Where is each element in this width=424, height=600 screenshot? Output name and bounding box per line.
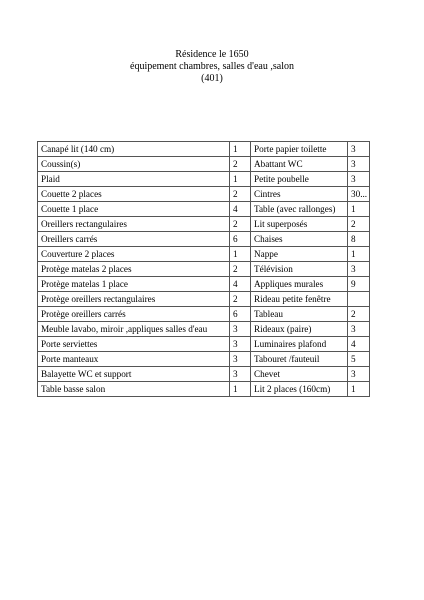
quantity-cell: 3 xyxy=(348,262,370,277)
item-name-cell: Petite poubelle xyxy=(251,172,348,187)
item-name-cell: Tabouret /fauteuil xyxy=(251,352,348,367)
item-name-cell: Appliques murales xyxy=(251,277,348,292)
item-name-cell: Oreillers carrés xyxy=(38,232,230,247)
item-name-cell: Porte manteaux xyxy=(38,352,230,367)
table-row xyxy=(38,232,370,247)
quantity-cell: 3 xyxy=(348,367,370,382)
quantity-cell: 1 xyxy=(348,247,370,262)
table-row xyxy=(38,172,370,187)
item-name-cell: Cintres xyxy=(251,187,348,202)
item-name-cell: Balayette WC et support xyxy=(38,367,230,382)
quantity-cell: 2 xyxy=(230,157,251,172)
table-row xyxy=(38,202,370,217)
table-row xyxy=(38,157,370,172)
table-row xyxy=(38,277,370,292)
item-name-cell: Canapé lit (140 cm) xyxy=(38,142,230,157)
item-name-cell: Lit 2 places (160cm) xyxy=(251,382,348,397)
quantity-cell: 6 xyxy=(230,232,251,247)
item-name-cell: Table basse salon xyxy=(38,382,230,397)
item-name-cell: Télévision xyxy=(251,262,348,277)
table-row xyxy=(38,142,370,157)
item-name-cell: Chevet xyxy=(251,367,348,382)
quantity-cell: 2 xyxy=(230,292,251,307)
page-header xyxy=(0,49,424,85)
quantity-cell: 2 xyxy=(230,187,251,202)
item-name-cell: Rideaux (paire) xyxy=(251,322,348,337)
quantity-cell: 3 xyxy=(230,322,251,337)
quantity-cell: 1 xyxy=(230,382,251,397)
residence-title: Résidence le 1650 xyxy=(175,49,249,60)
item-name-cell: Lit superposés xyxy=(251,217,348,232)
quantity-cell: 3 xyxy=(348,142,370,157)
item-name-cell: Coussin(s) xyxy=(38,157,230,172)
item-name-cell: Couette 2 places xyxy=(38,187,230,202)
item-name-cell: Meuble lavabo, miroir ,appliques salles d'eau xyxy=(38,322,230,337)
table-row xyxy=(38,217,370,232)
item-name-cell: Nappe xyxy=(251,247,348,262)
table-row xyxy=(38,352,370,367)
item-name-cell: Rideau petite fenêtre xyxy=(251,292,348,307)
item-name-cell: Couverture 2 places xyxy=(38,247,230,262)
item-name-cell: Oreillers rectangulaires xyxy=(38,217,230,232)
quantity-cell: 5 xyxy=(348,352,370,367)
item-name-cell: Couette 1 place xyxy=(38,202,230,217)
quantity-cell: 3 xyxy=(230,367,251,382)
table-row xyxy=(38,247,370,262)
quantity-cell: 3 xyxy=(348,157,370,172)
quantity-cell: 1 xyxy=(230,142,251,157)
table-row xyxy=(38,262,370,277)
apartment-number: (401) xyxy=(201,73,223,84)
quantity-cell: 4 xyxy=(230,202,251,217)
quantity-cell: 3 xyxy=(230,352,251,367)
quantity-cell: 1 xyxy=(348,382,370,397)
quantity-cell: 4 xyxy=(230,277,251,292)
quantity-cell: 3 xyxy=(348,172,370,187)
quantity-cell: 3 xyxy=(348,322,370,337)
table-row xyxy=(38,187,370,202)
table-row xyxy=(38,367,370,382)
quantity-cell: 2 xyxy=(348,217,370,232)
inventory-table-body xyxy=(38,142,370,397)
item-name-cell: Porte serviettes xyxy=(38,337,230,352)
quantity-cell: 2 xyxy=(348,307,370,322)
table-row xyxy=(38,307,370,322)
item-name-cell: Chaises xyxy=(251,232,348,247)
item-name-cell: Protège oreillers carrés xyxy=(38,307,230,322)
item-name-cell: Protège matelas 1 place xyxy=(38,277,230,292)
quantity-cell: 2 xyxy=(230,262,251,277)
item-name-cell: Porte papier toilette xyxy=(251,142,348,157)
item-name-cell: Plaid xyxy=(38,172,230,187)
quantity-cell: 8 xyxy=(348,232,370,247)
table-row xyxy=(38,382,370,397)
quantity-cell: 4 xyxy=(348,337,370,352)
quantity-cell: 1 xyxy=(230,172,251,187)
table-row xyxy=(38,292,370,307)
item-name-cell: Tableau xyxy=(251,307,348,322)
item-name-cell: Abattant WC xyxy=(251,157,348,172)
table-row xyxy=(38,337,370,352)
quantity-cell: 1 xyxy=(348,202,370,217)
table-row xyxy=(38,322,370,337)
inventory-table xyxy=(37,141,370,397)
quantity-cell: 1 xyxy=(230,247,251,262)
item-name-cell: Luminaires plafond xyxy=(251,337,348,352)
quantity-cell xyxy=(348,292,370,307)
quantity-cell: 2 xyxy=(230,217,251,232)
item-name-cell: Table (avec rallonges) xyxy=(251,202,348,217)
item-name-cell: Protège matelas 2 places xyxy=(38,262,230,277)
item-name-cell: Protège oreillers rectangulaires xyxy=(38,292,230,307)
quantity-cell: 30... xyxy=(348,187,370,202)
document-subtitle: équipement chambres, salles d'eau ,salon xyxy=(130,61,294,72)
quantity-cell: 3 xyxy=(230,337,251,352)
quantity-cell: 9 xyxy=(348,277,370,292)
quantity-cell: 6 xyxy=(230,307,251,322)
